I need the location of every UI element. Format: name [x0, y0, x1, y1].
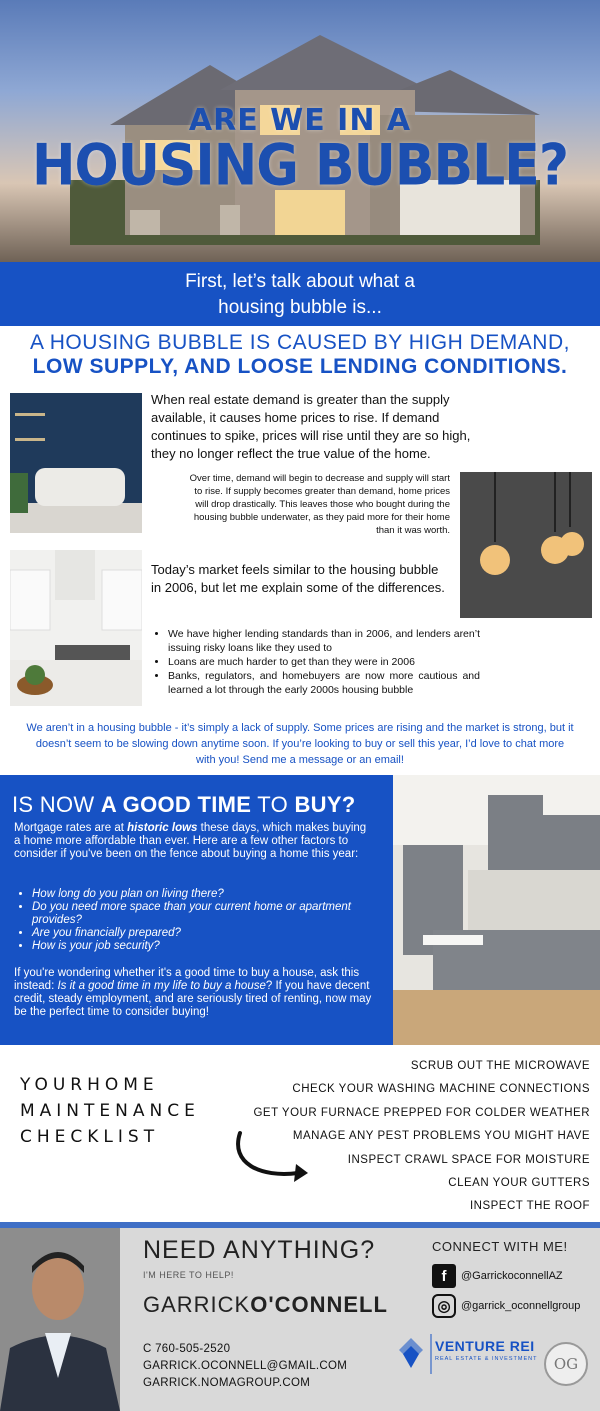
help-subheading: I'M HERE TO HELP! — [143, 1270, 234, 1280]
list-item: • Do you need more space than your current home or apartment provides? — [32, 901, 360, 927]
facebook-link[interactable] — [432, 1264, 563, 1288]
contact-details — [143, 1341, 347, 1392]
agent-portrait — [0, 1228, 120, 1411]
banner-line1: First, let’s talk about what a — [185, 271, 415, 292]
heading-part: A GOOD TIME — [100, 792, 252, 817]
section-heading — [12, 792, 356, 818]
paragraph-todays-market: Today’s market feels similar to the housing bubble in 2006, but let me explain some of the differences. — [151, 562, 445, 595]
checklist-item: CLEAN YOUR GUTTERS — [448, 1176, 590, 1189]
agent-first-name: GARRICK — [143, 1292, 251, 1317]
heading-part: TO — [251, 792, 295, 817]
text-part: these days, which makes buying a home more affordable than ever. Here are a few other factors to consider if you've been on the fence about buying a home this year: — [14, 822, 367, 860]
facebook-handle: @GarrickoconnellAZ — [461, 1270, 563, 1282]
text-emphasis: historic lows — [127, 822, 198, 834]
list-item: • Banks, regulators, and homebuyers are now more cautious and learned a lot through the early 2000s housing bubble — [168, 669, 480, 697]
brand-name: VENTURE REI — [435, 1338, 535, 1354]
checklist-item: GET YOUR FURNACE PREPPED FOR COLDER WEATHER — [253, 1106, 590, 1119]
living-room-photo — [10, 393, 142, 533]
hero-banner — [0, 0, 600, 262]
checklist-item: INSPECT THE ROOF — [469, 1200, 590, 1213]
gray-kitchen-photo — [393, 775, 600, 1045]
text-emphasis: Is it a good time in my life to buy a house — [57, 980, 266, 992]
headline-line2: LOW SUPPLY, AND LOOSE LENDING CONDITIONS. — [32, 355, 568, 378]
contact-footer — [0, 1228, 600, 1411]
brand-subtitle: REAL ESTATE & INVESTMENT — [435, 1356, 538, 1362]
agent-name — [143, 1292, 388, 1318]
monogram-seal: OG — [544, 1342, 588, 1386]
heading-part: IS NOW — [12, 792, 101, 817]
list-item: • Are you financially prepared? — [32, 927, 360, 940]
checklist-title-line: MAINTENANCE — [20, 1101, 200, 1121]
list-item: • How is your job security? — [32, 940, 360, 953]
text-part: ? If you have decent credit, steady employment, and are seriously tired of renting, now may be the perfect time to consider buying! — [14, 980, 372, 1018]
phone-number[interactable]: C 760-505-2520 — [143, 1343, 231, 1355]
checklist-item: MANAGE ANY PEST PROBLEMS YOU MIGHT HAVE — [292, 1130, 590, 1143]
hero-title-line2: HOUSING BUBBLE? — [31, 133, 568, 199]
buy-intro — [14, 822, 374, 861]
banner-line2: housing bubble is... — [218, 297, 382, 318]
kitchen-photo — [10, 550, 142, 706]
buy-outro — [14, 967, 374, 1019]
paragraph-conclusion: We aren’t in a housing bubble - it’s simply a lack of supply. Some prices are rising and the market is strong, but it doesn’t seem to be slowing down anytime soon. If you’re looking to buy or sell this year, I’d love to chat more with you! Send me a message or an email! — [26, 722, 574, 766]
questions-list — [20, 888, 360, 953]
instagram-icon: ◎ — [432, 1294, 456, 1318]
checklist-item: SCRUB OUT THE MICROWAVE — [410, 1060, 590, 1072]
paragraph-demand: When real estate demand is greater than the supply available, it causes home prices to rise. If demand continues to spike, prices will rise until they are so high, they no longer reflect the true value of the home. — [151, 392, 471, 461]
checklist-title-line: CHECKLIST — [20, 1127, 160, 1147]
list-item: • Loans are much harder to get than they were in 2006 — [168, 655, 480, 669]
checklist-item: INSPECT CRAWL SPACE FOR MOISTURE — [347, 1153, 590, 1166]
checklist-title-line: YOURHOME — [20, 1075, 159, 1095]
hero-title-line1: ARE WE IN A — [188, 103, 412, 138]
heading-part: BUY? — [294, 792, 356, 817]
pendant-lights-photo — [460, 472, 592, 618]
list-item: • We have higher lending standards than in 2006, and lenders aren’t issuing risky loans like they used to — [168, 627, 480, 655]
agent-last-name: O'CONNELL — [250, 1292, 388, 1317]
email-link[interactable]: GARRICK.OCONNELL@GMAIL.COM — [143, 1360, 348, 1372]
list-item: • How long do you plan on living there? — [32, 888, 360, 901]
text-part: If you're wondering whether it's a good time to buy a house, ask this instead: — [14, 967, 360, 992]
headline-line1: A HOUSING BUBBLE IS CAUSED BY HIGH DEMAND, — [30, 331, 570, 354]
instagram-handle: @garrick_oconnellgroup — [461, 1300, 581, 1312]
checklist-title — [20, 1072, 200, 1150]
connect-heading: CONNECT WITH ME! — [432, 1239, 568, 1254]
instagram-link[interactable] — [432, 1294, 580, 1318]
checklist-item: CHECK YOUR WASHING MACHINE CONNECTIONS — [292, 1083, 590, 1096]
paragraph-supply: Over time, demand will begin to decrease and supply will start to rise. If supply becomes greater than demand, home prices will drop drastically. This leaves those who bought during the housing bubble underwater, as they paid more for their home than it was worth. — [189, 473, 450, 536]
text-part: Mortgage rates are at — [14, 822, 128, 834]
good-time-to-buy-section — [0, 775, 393, 1045]
facebook-icon: f — [432, 1264, 456, 1288]
website-link[interactable]: GARRICK.NOMAGROUP.COM — [143, 1377, 311, 1389]
intro-banner — [0, 262, 600, 326]
differences-list — [158, 627, 480, 697]
need-anything-heading: NEED ANYTHING? — [143, 1236, 376, 1264]
maintenance-checklist — [253, 1058, 590, 1222]
